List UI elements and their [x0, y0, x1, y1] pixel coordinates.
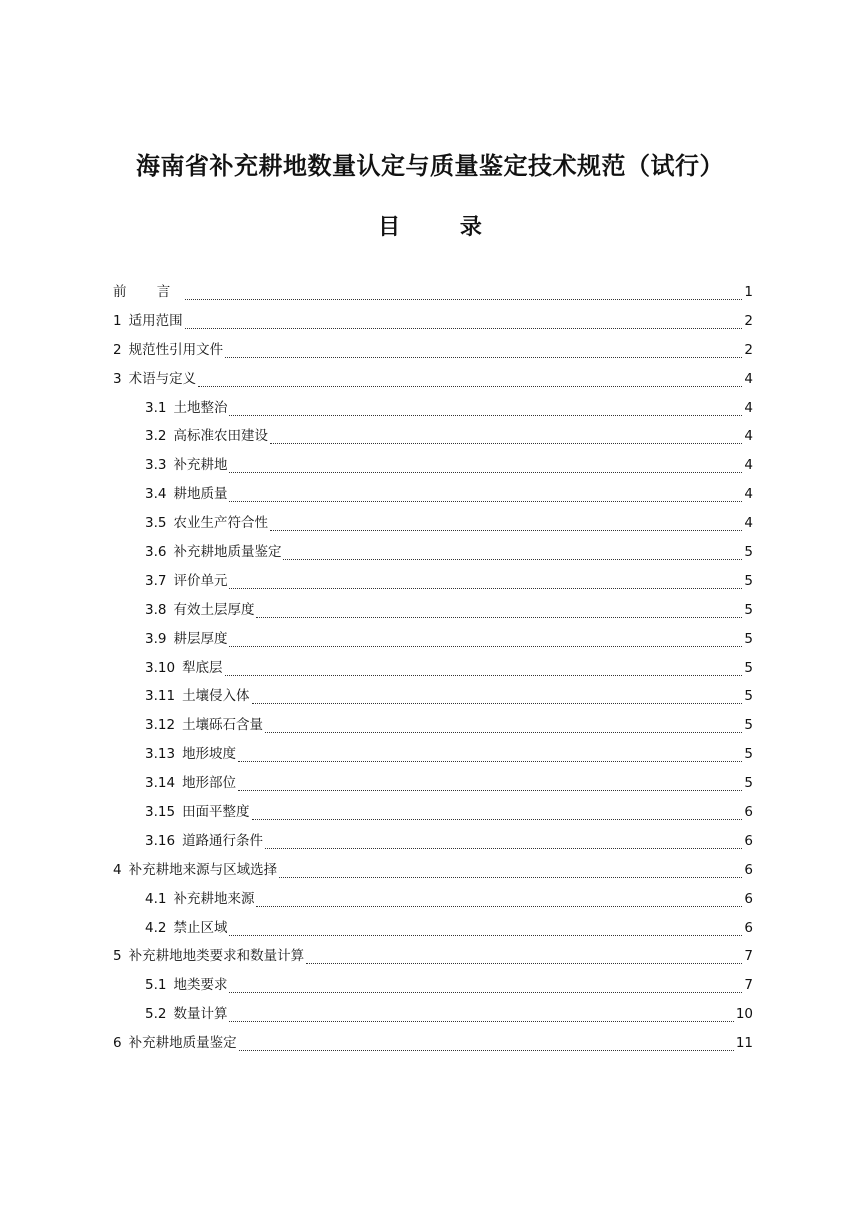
toc-entry-page: 4 [744, 428, 753, 445]
toc-entry[interactable] [113, 451, 753, 480]
toc-entry-page: 5 [744, 717, 753, 734]
toc-entry-leader [229, 984, 742, 993]
toc-entry-leader [229, 407, 742, 416]
toc-entry-page: 6 [744, 890, 753, 907]
toc-entry-number: 3.13 [145, 746, 176, 763]
document-title: 海南省补充耕地数量认定与质量鉴定技术规范（试行） [136, 151, 724, 180]
toc-entry-leader [256, 898, 742, 907]
toc-entry[interactable] [113, 365, 753, 394]
toc-entry-page: 2 [744, 312, 753, 329]
toc-entry-number: 3.8 [145, 601, 167, 618]
toc-entry-number: 3.9 [145, 630, 167, 647]
toc-entry[interactable] [113, 509, 753, 538]
toc-entry[interactable] [113, 711, 753, 740]
toc-entry[interactable] [113, 885, 753, 914]
toc-entry-leader [185, 291, 742, 300]
toc-entry-number: 3.2 [145, 428, 167, 445]
toc-entry-label: 补充耕地地类要求和数量计算 [128, 948, 305, 965]
toc-entry-label: 补充耕地质量鉴定 [128, 1035, 237, 1052]
toc-entry-number: 3.14 [145, 775, 176, 792]
toc-entry-number: 3.5 [145, 515, 167, 532]
toc-entry-page: 7 [744, 977, 753, 994]
toc-entry-page: 4 [744, 457, 753, 474]
toc-entry[interactable] [113, 336, 753, 365]
toc-entry-number: 5.2 [145, 1006, 167, 1023]
toc-entry[interactable] [113, 942, 753, 971]
toc-entry-leader [185, 320, 743, 329]
toc-entry-number: 5 [113, 948, 122, 965]
toc-entry[interactable] [113, 740, 753, 769]
toc-entry-leader [198, 378, 742, 387]
toc-entry-page: 5 [744, 688, 753, 705]
toc-entry[interactable] [113, 798, 753, 827]
toc-entry-label: 道路通行条件 [182, 832, 264, 849]
toc-entry-label: 田面平整度 [182, 804, 250, 821]
toc-entry-leader [229, 638, 742, 647]
toc-entry-label: 补充耕地来源与区域选择 [128, 861, 278, 878]
toc-entry[interactable] [113, 625, 753, 654]
toc-entry-label: 土地整治 [173, 399, 228, 416]
toc-entry-label: 规范性引用文件 [128, 341, 224, 358]
toc-entry-number: 4 [113, 861, 122, 878]
toc-entry-label: 适用范围 [128, 312, 183, 329]
toc-entry[interactable] [113, 1029, 753, 1058]
toc-entry[interactable] [113, 856, 753, 885]
toc-entry-label: 地形坡度 [182, 746, 237, 763]
table-of-contents [113, 278, 753, 1058]
toc-entry-label: 高标准农田建设 [173, 428, 268, 445]
toc-entry[interactable] [113, 596, 753, 625]
toc-entry-number: 1 [113, 312, 122, 329]
toc-entry-label: 地类要求 [173, 977, 228, 994]
toc-entry-leader [265, 724, 742, 733]
toc-entry-page: 2 [744, 341, 753, 358]
toc-entry-label: 评价单元 [173, 572, 228, 589]
toc-entry-number: 5.1 [145, 977, 167, 994]
toc-entry[interactable] [113, 567, 753, 596]
toc-entry-number: 3.3 [145, 457, 167, 474]
toc-entry[interactable] [113, 538, 753, 567]
toc-entry-number: 3.15 [145, 804, 176, 821]
toc-entry-leader [270, 435, 742, 444]
toc-entry-number: 3.11 [145, 688, 176, 705]
toc-entry-label: 术语与定义 [128, 370, 197, 387]
toc-entry-number: 2 [113, 341, 122, 358]
toc-entry-leader [252, 695, 743, 704]
toc-entry-leader [252, 811, 743, 820]
toc-entry-label: 耕层厚度 [173, 630, 228, 647]
toc-entry-number: 3.4 [145, 486, 167, 503]
toc-entry-number: 4.1 [145, 890, 167, 907]
toc-entry[interactable] [113, 422, 753, 451]
toc-entry-page: 5 [744, 775, 753, 792]
toc-entry-number: 3.6 [145, 544, 167, 561]
toc-entry[interactable] [113, 827, 753, 856]
toc-entry-label: 前 言 [113, 284, 184, 300]
toc-entry-label: 犁底层 [182, 659, 223, 676]
toc-entry-label: 禁止区域 [173, 919, 228, 936]
toc-entry[interactable] [113, 394, 753, 423]
toc-entry-number: 6 [113, 1035, 122, 1052]
toc-entry[interactable] [113, 307, 753, 336]
toc-entry-page: 6 [744, 861, 753, 878]
toc-entry-page: 4 [744, 486, 753, 503]
toc-entry-page: 10 [735, 1006, 753, 1023]
toc-entry-page: 4 [744, 515, 753, 532]
toc-entry-number: 3.10 [145, 659, 176, 676]
toc-entry-label: 补充耕地质量鉴定 [173, 544, 282, 561]
toc-entry-label: 耕地质量 [173, 486, 228, 503]
toc-entry-leader [229, 1013, 733, 1022]
toc-entry-page: 5 [744, 572, 753, 589]
toc-entry-leader [256, 609, 742, 618]
toc-entry-number: 3.12 [145, 717, 176, 734]
toc-entry-label: 土壤侵入体 [182, 688, 250, 705]
toc-entry-page: 6 [744, 804, 753, 821]
toc-entry[interactable] [113, 914, 753, 943]
toc-entry-number: 3.7 [145, 572, 167, 589]
toc-entry-label: 补充耕地 [173, 457, 228, 474]
toc-entry-leader [306, 955, 742, 964]
toc-entry-page: 5 [744, 601, 753, 618]
toc-entry[interactable] [113, 971, 753, 1000]
toc-entry-page: 4 [744, 370, 753, 387]
toc-entry-leader [279, 869, 742, 878]
toc-entry-number: 3.1 [145, 399, 167, 416]
toc-entry-page: 1 [744, 284, 753, 300]
toc-entry-page: 11 [735, 1035, 753, 1052]
toc-entry-number: 3.16 [145, 832, 176, 849]
toc-entry-leader [265, 840, 742, 849]
toc-entry-page: 6 [744, 832, 753, 849]
toc-entry-leader [238, 753, 742, 762]
toc-entry-leader [270, 522, 742, 531]
toc-entry-leader [225, 349, 742, 358]
toc-entry-label: 有效土层厚度 [173, 601, 255, 618]
toc-entry-label: 数量计算 [173, 1006, 228, 1023]
toc-entry-page: 7 [744, 948, 753, 965]
toc-entry-leader [229, 927, 742, 936]
toc-entry-page: 4 [744, 399, 753, 416]
toc-entry[interactable] [113, 480, 753, 509]
toc-entry-page: 5 [744, 746, 753, 763]
toc-entry-leader [229, 580, 742, 589]
toc-entry-number: 4.2 [145, 919, 167, 936]
toc-entry-leader [229, 493, 742, 502]
toc-entry[interactable] [113, 278, 753, 307]
toc-entry-label: 地形部位 [182, 775, 237, 792]
toc-entry-page: 6 [744, 919, 753, 936]
toc-entry-number: 3 [113, 370, 122, 387]
toc-heading: 目 录 [378, 215, 508, 240]
toc-entry-page: 5 [744, 659, 753, 676]
toc-entry-leader [229, 464, 742, 473]
toc-entry[interactable] [113, 769, 753, 798]
toc-entry-page: 5 [744, 630, 753, 647]
toc-entry-label: 土壤砾石含量 [182, 717, 264, 734]
toc-entry-leader [238, 782, 742, 791]
toc-entry-leader [283, 551, 742, 560]
toc-entry[interactable] [113, 682, 753, 711]
toc-entry[interactable] [113, 1000, 753, 1029]
toc-entry-page: 5 [744, 544, 753, 561]
toc-entry-label: 补充耕地来源 [173, 890, 255, 907]
toc-entry[interactable] [113, 654, 753, 683]
toc-entry-label: 农业生产符合性 [173, 515, 268, 532]
toc-entry-leader [225, 667, 743, 676]
toc-entry-leader [239, 1042, 734, 1051]
